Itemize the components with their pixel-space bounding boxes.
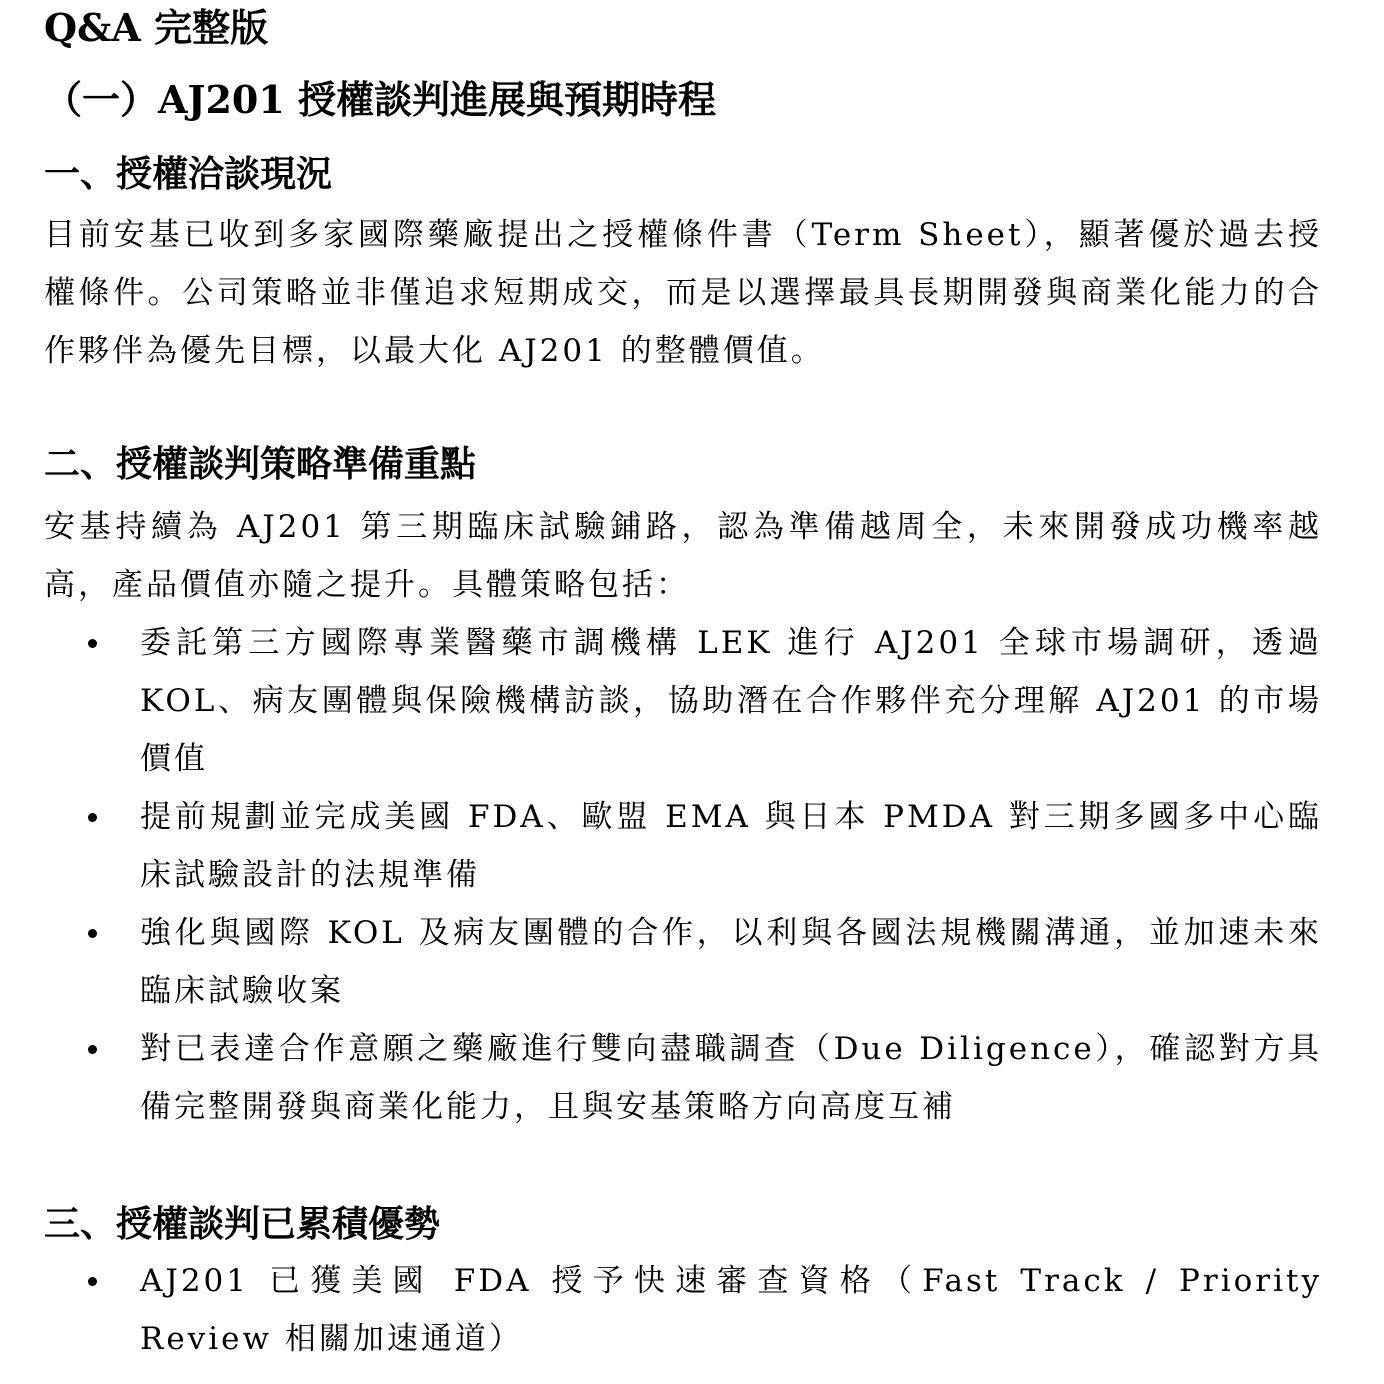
bullet-icon xyxy=(88,929,97,938)
list-item xyxy=(44,788,1322,904)
advantages-bullet-list xyxy=(44,1252,1322,1368)
list-item-text: 提前規劃並完成美國 FDA、歐盟 EMA 與日本 PMDA 對三期多國多中心臨床試驗設計的法規準備 xyxy=(140,799,1322,893)
section-paragraph-licensing-status: 目前安基已收到多家國際藥廠提出之授權條件書（Term Sheet），顯著優於過去授權條件。公司策略並非僅追求短期成交，而是以選擇最具長期開發與商業化能力的合作夥伴為優先目標，以最大化 AJ201 的整體價值。 xyxy=(44,217,1322,369)
bullet-icon xyxy=(88,639,97,648)
section-heading-accumulated-advantages: 三、授權談判已累積優勢 xyxy=(44,1203,441,1245)
list-item xyxy=(44,1020,1322,1136)
list-item xyxy=(44,614,1322,788)
document-title: Q&A 完整版 xyxy=(44,5,269,50)
list-item-text: 委託第三方國際專業醫藥市調機構 LEK 進行 AJ201 全球市場調研，透過 KOL、病友團體與保險機構訪談，協助潛在合作夥伴充分理解 AJ201 的市場價值 xyxy=(140,625,1322,777)
section-paragraph-negotiation-strategy: 安基持續為 AJ201 第三期臨床試驗鋪路，認為準備越周全，未來開發成功機率越高，產品價值亦隨之提升。具體策略包括： xyxy=(44,509,1322,603)
section-heading-licensing-status: 一、授權洽談現況 xyxy=(44,153,333,195)
list-item xyxy=(44,904,1322,1020)
section-heading-negotiation-strategy: 二、授權談判策略準備重點 xyxy=(44,443,477,485)
bullet-icon xyxy=(88,813,97,822)
strategy-bullet-list xyxy=(44,614,1322,1136)
list-item-text: 強化與國際 KOL 及病友團體的合作，以利與各國法規機關溝通，並加速未來臨床試驗收案 xyxy=(140,915,1322,1009)
bullet-icon xyxy=(88,1277,97,1286)
bullet-icon xyxy=(88,1045,97,1054)
list-item-text: AJ201 已獲美國 FDA 授予快速審查資格（Fast Track / Priority Review 相關加速通道） xyxy=(140,1263,1322,1357)
document-subtitle: （一）AJ201 授權談判進展與預期時程 xyxy=(44,77,717,122)
list-item xyxy=(44,1252,1322,1368)
list-item-text: 對已表達合作意願之藥廠進行雙向盡職調查（Due Diligence），確認對方具備完整開發與商業化能力，且與安基策略方向高度互補 xyxy=(140,1031,1322,1125)
